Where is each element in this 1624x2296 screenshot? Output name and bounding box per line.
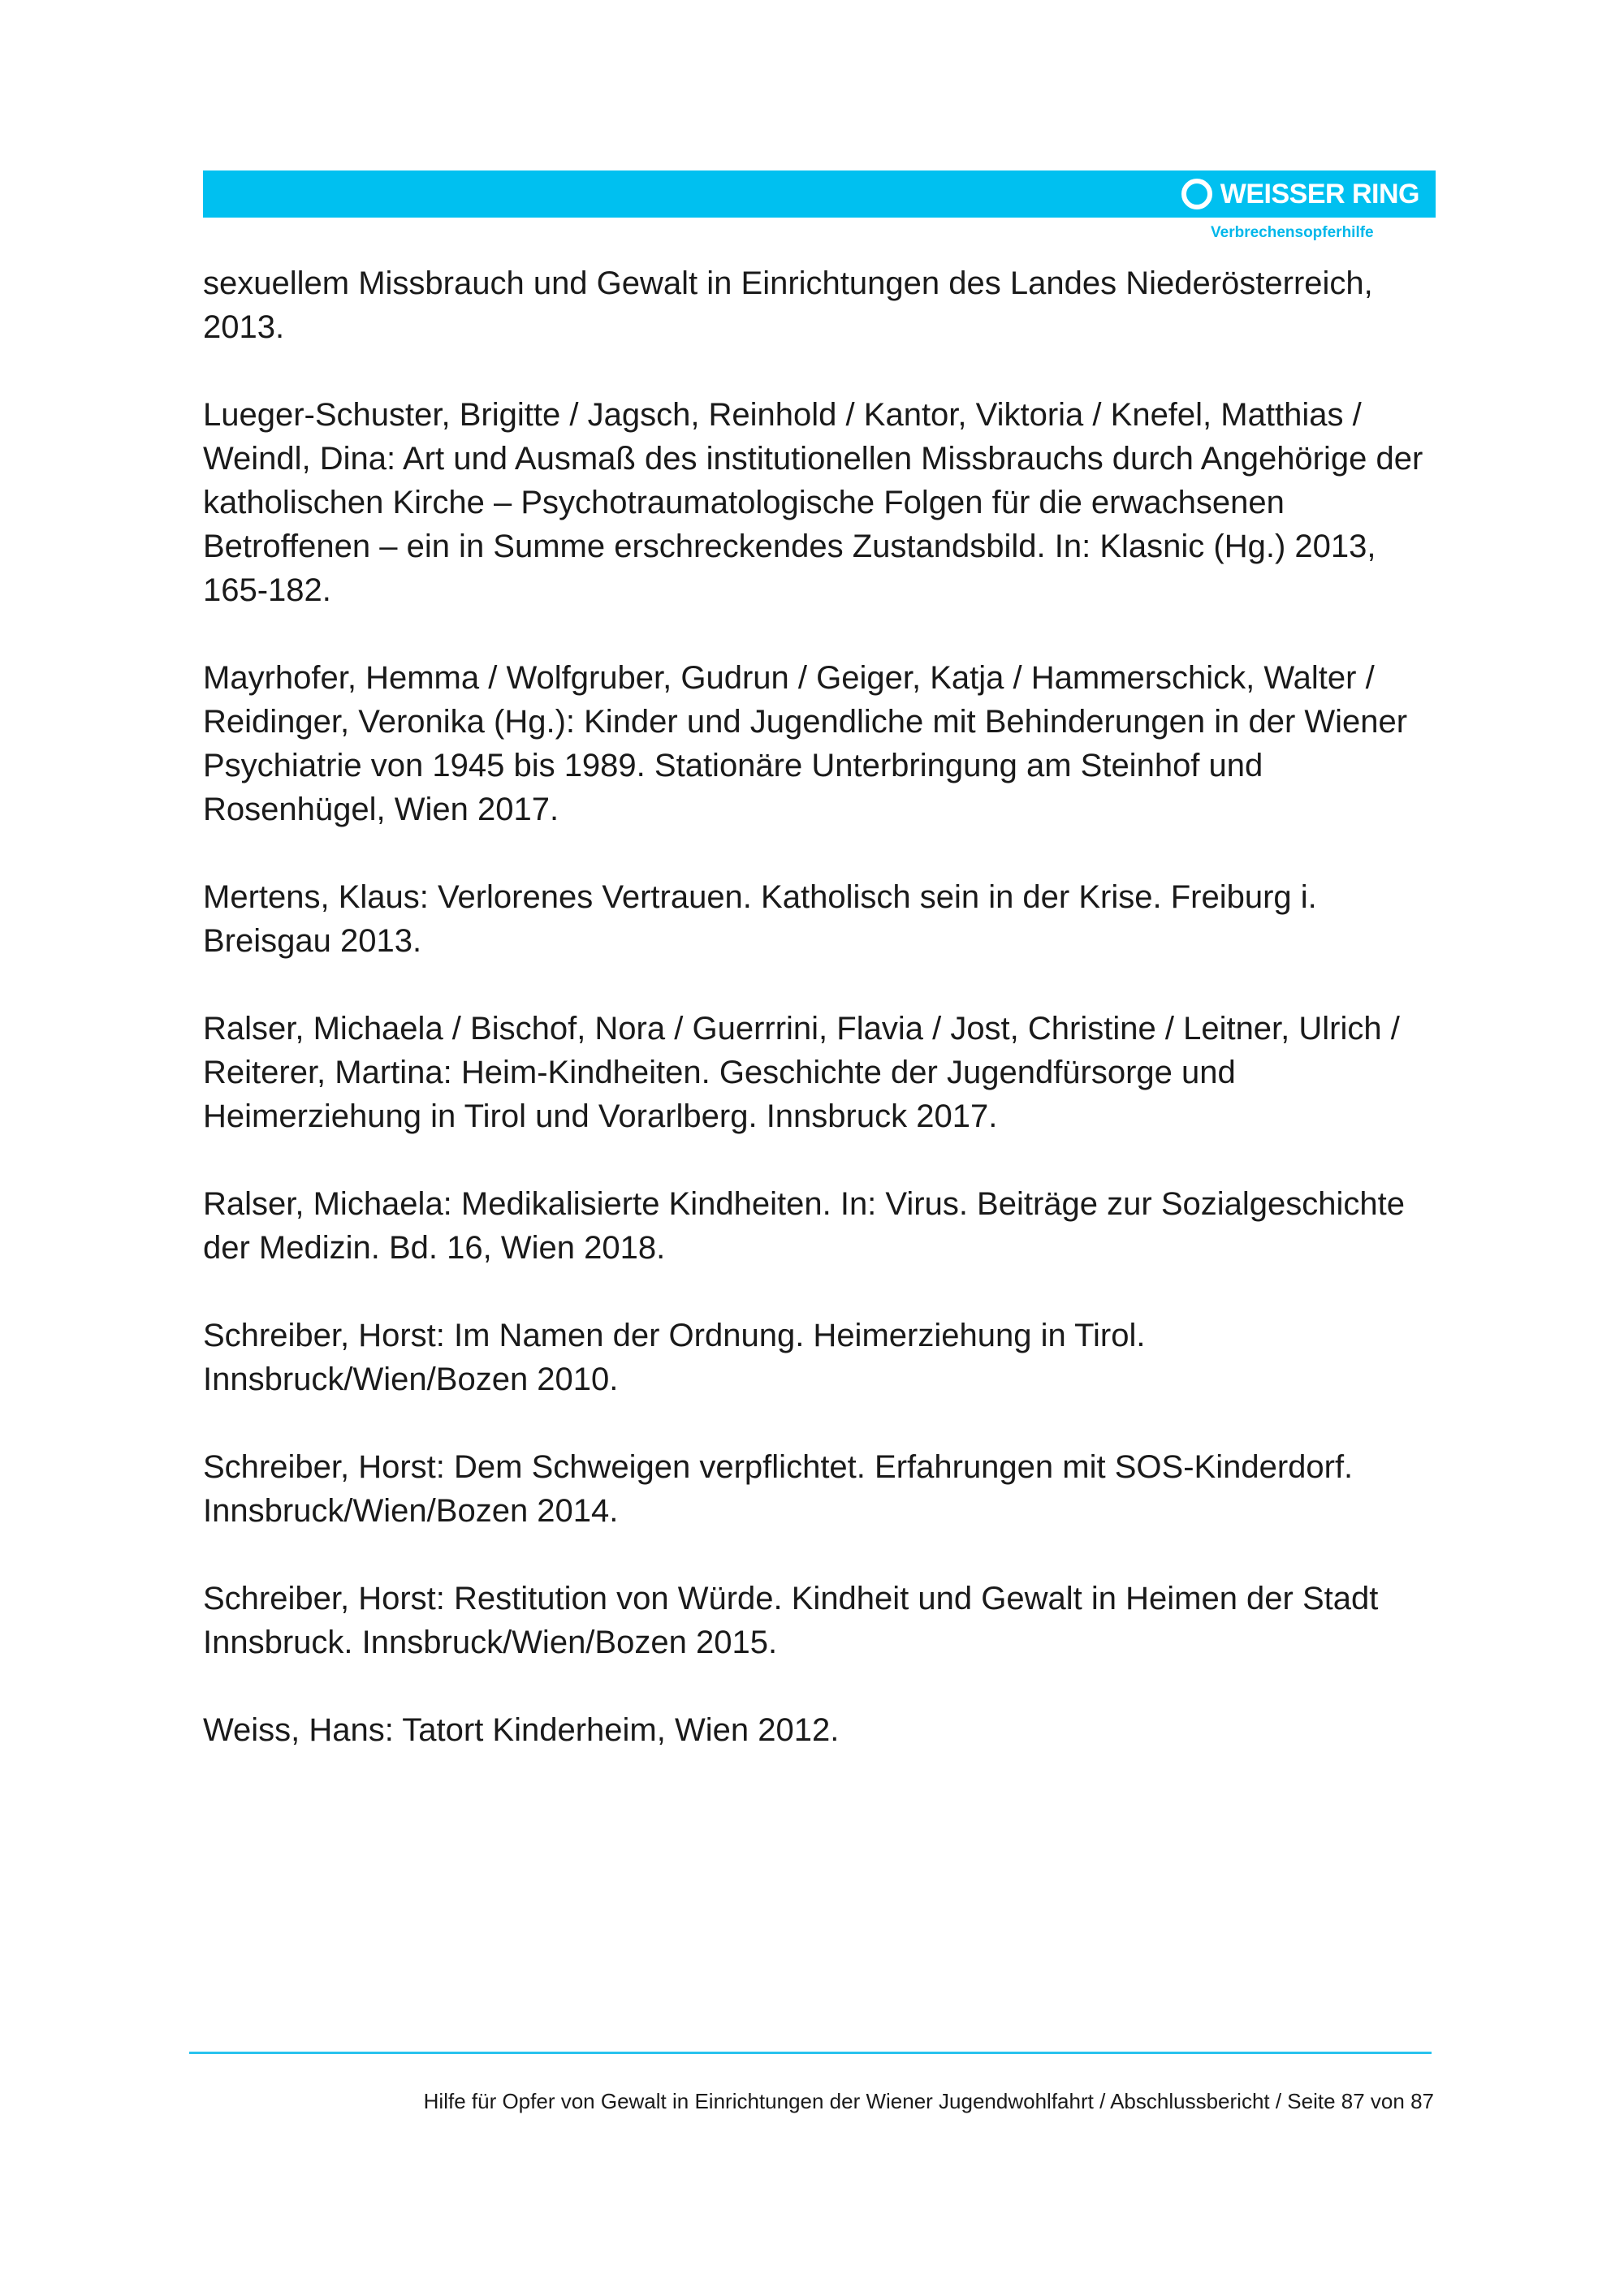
reference-entry: Weiss, Hans: Tatort Kinderheim, Wien 2012. xyxy=(203,1712,840,1748)
reference-entry: Ralser, Michaela: Medikalisierte Kindheiten. In: Virus. Beiträge zur Sozialgeschichte der Medizin. Bd. 16, Wien 2018. xyxy=(203,1186,1405,1266)
reference-entry: Mayrhofer, Hemma / Wolfgruber, Gudrun / Geiger, Katja / Hammerschick, Walter / Reidinger, Veronika (Hg.): Kinder und Jugendliche mit Behinderungen in der Wiener Psychiatrie von 1945 bis 1989. Stationäre Unterbringung am Steinhof und Rosenhügel, Wien 2017. xyxy=(203,660,1408,827)
reference-entry: Schreiber, Horst: Restitution von Würde. Kindheit und Gewalt in Heimen der Stadt Innsbruck. Innsbruck/Wien/Bozen 2015. xyxy=(203,1581,1379,1660)
header-bar xyxy=(203,170,1436,218)
reference-entry: Lueger-Schuster, Brigitte / Jagsch, Reinhold / Kantor, Viktoria / Knefel, Matthias / Weindl, Dina: Art und Ausmaß des institutionellen Missbrauchs durch Angehörige der katholischen Kirche – Psychotraumatologische Folgen für die erwachsenen Betroffenen – ein in Summe erschreckendes Zustandsbild. In: Klasnic (Hg.) 2013, 165-182. xyxy=(203,397,1423,608)
reference-entry: Schreiber, Horst: Dem Schweigen verpflichtet. Erfahrungen mit SOS-Kinderdorf. Innsbruck/Wien/Bozen 2014. xyxy=(203,1449,1354,1529)
logo-brand-text: WEISSER RING xyxy=(1220,178,1419,209)
reference-entry: Ralser, Michaela / Bischof, Nora / Guerrrini, Flavia / Jost, Christine / Leitner, Ulrich / Reiterer, Martina: Heim-Kindheiten. Geschichte der Jugendfürsorge und Heimerziehung in Tirol und Vorarlberg. Innsbruck 2017. xyxy=(203,1011,1400,1134)
footer-text: Hilfe für Opfer von Gewalt in Einrichtungen der Wiener Jugendwohlfahrt / Abschlussbericht / Seite 87 von 87 xyxy=(423,2089,1434,2113)
reference-entry: sexuellem Missbrauch und Gewalt in Einrichtungen des Landes Niederösterreich, 2013. xyxy=(203,265,1373,345)
reference-entry: Mertens, Klaus: Verlorenes Vertrauen. Katholisch sein in der Krise. Freiburg i. Breisgau 2013. xyxy=(203,879,1317,959)
weisser-ring-logo xyxy=(1181,177,1419,211)
logo-subtitle: Verbrechensopferhilfe xyxy=(1211,224,1374,241)
footer-divider xyxy=(189,2052,1432,2054)
reference-list xyxy=(203,261,1445,1796)
ring-icon xyxy=(1181,179,1212,209)
reference-entry: Schreiber, Horst: Im Namen der Ordnung. Heimerziehung in Tirol. Innsbruck/Wien/Bozen 2010. xyxy=(203,1318,1146,1397)
